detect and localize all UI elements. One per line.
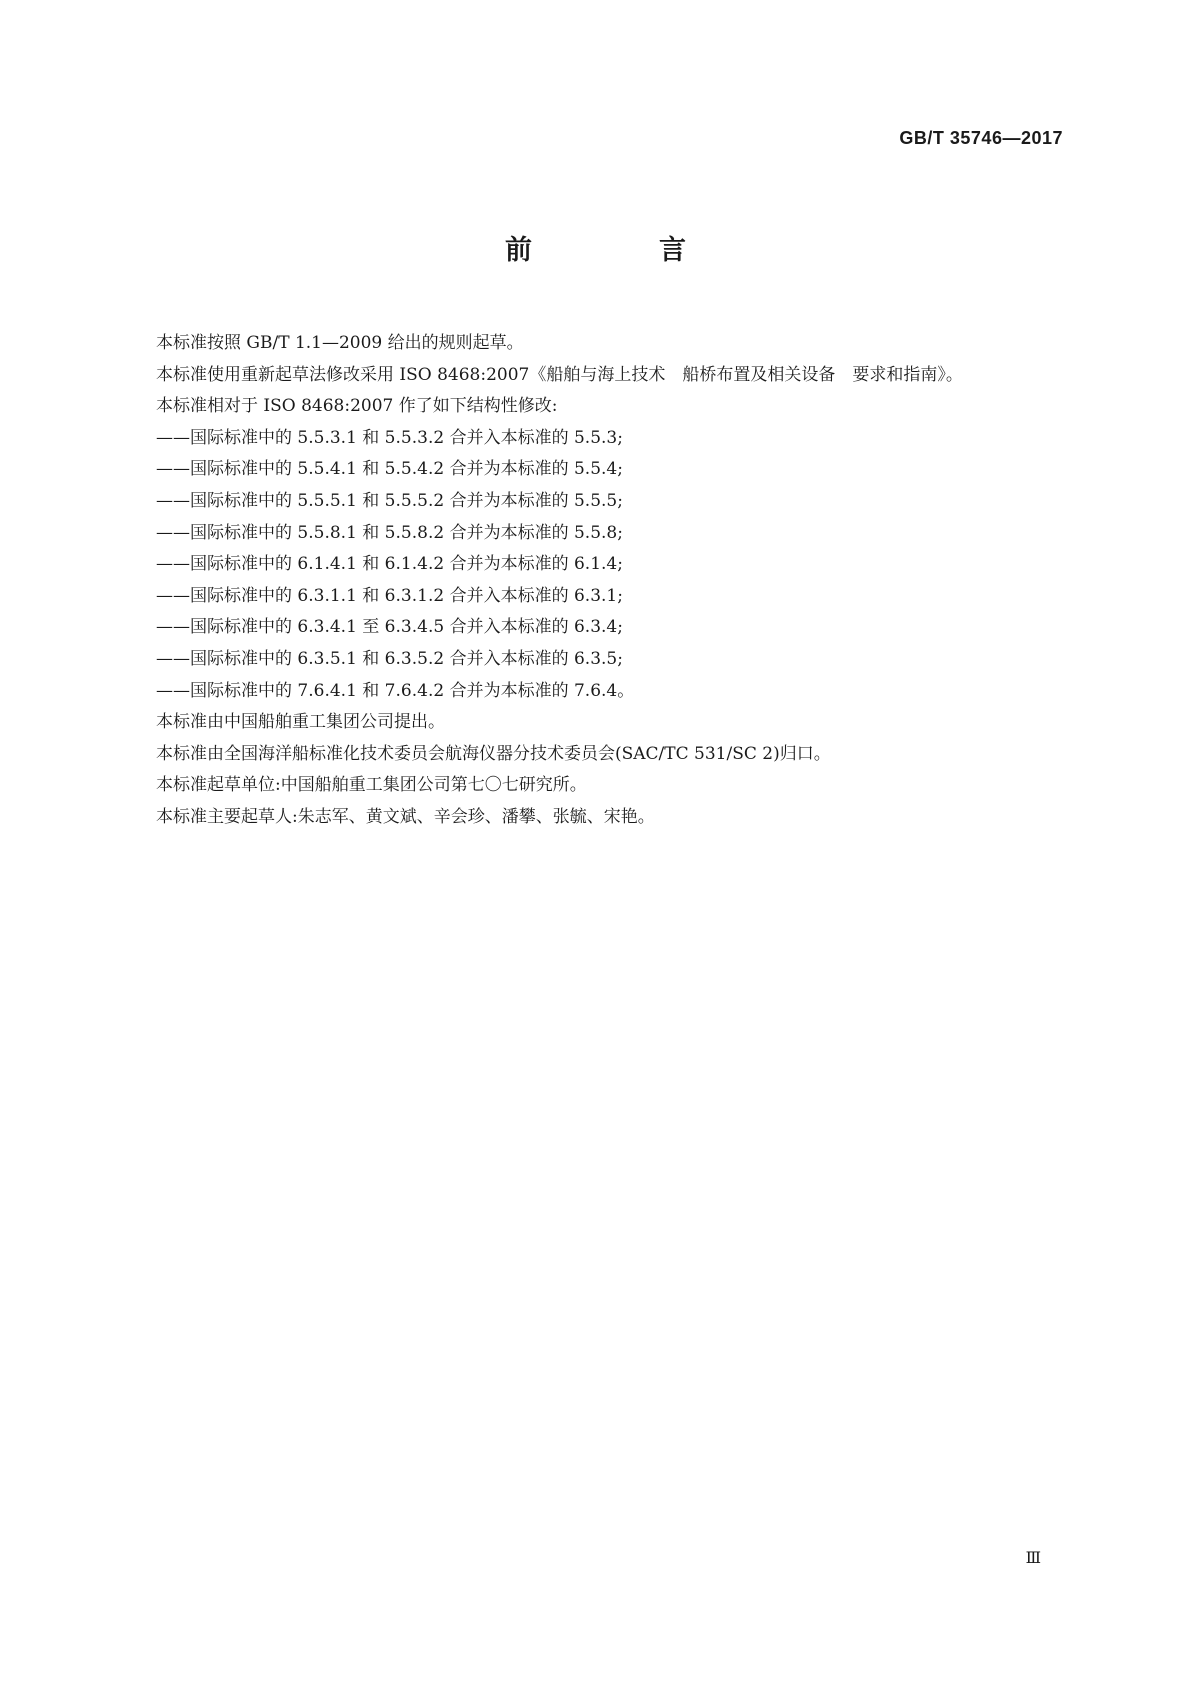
list-item-change: ——国际标准中的 5.5.3.1 和 5.5.3.2 合并入本标准的 5.5.3; xyxy=(156,427,623,448)
list-item-change: ——国际标准中的 6.3.5.1 和 6.3.5.2 合并入本标准的 6.3.5; xyxy=(156,648,623,669)
paragraph-proposer: 本标准由中国船舶重工集团公司提出。 xyxy=(156,712,445,733)
list-item-change: ——国际标准中的 7.6.4.1 和 7.6.4.2 合并为本标准的 7.6.4。 xyxy=(156,680,635,701)
document-code: GB/T 35746—2017 xyxy=(899,128,1063,148)
list-item-change: ——国际标准中的 6.3.4.1 至 6.3.4.5 合并入本标准的 6.3.4; xyxy=(156,617,623,638)
paragraph-drafters: 本标准主要起草人:朱志军、黄文斌、辛会珍、潘攀、张毓、宋艳。 xyxy=(156,806,655,827)
list-item-change: ——国际标准中的 5.5.5.1 和 5.5.5.2 合并为本标准的 5.5.5; xyxy=(156,490,623,511)
page-title: 前 言 xyxy=(505,235,736,266)
paragraph-structural-changes-intro: 本标准相对于 ISO 8468:2007 作了如下结构性修改: xyxy=(156,396,558,417)
paragraph-drafting-unit: 本标准起草单位:中国船舶重工集团公司第七〇七研究所。 xyxy=(156,775,587,796)
list-item-change: ——国际标准中的 5.5.4.1 和 5.5.4.2 合并为本标准的 5.5.4; xyxy=(156,459,623,480)
page-number: Ⅲ xyxy=(1025,1550,1041,1567)
paragraph-responsible-committee: 本标准由全国海洋船标准化技术委员会航海仪器分技术委员会(SAC/TC 531/SC 2)归口。 xyxy=(156,743,831,764)
foreword-body xyxy=(122,328,1066,834)
list-item-change: ——国际标准中的 6.3.1.1 和 6.3.1.2 合并入本标准的 6.3.1; xyxy=(156,585,623,606)
paragraph-adoption: 本标准使用重新起草法修改采用 ISO 8468:2007《船舶与海上技术 船桥布置及相关设备 要求和指南》。 xyxy=(156,364,963,385)
paragraph-drafting-rules: 本标准按照 GB/T 1.1—2009 给出的规则起草。 xyxy=(156,333,524,353)
list-item-change: ——国际标准中的 5.5.8.1 和 5.5.8.2 合并为本标准的 5.5.8; xyxy=(156,522,623,543)
list-item-change: ——国际标准中的 6.1.4.1 和 6.1.4.2 合并为本标准的 6.1.4; xyxy=(156,554,623,575)
